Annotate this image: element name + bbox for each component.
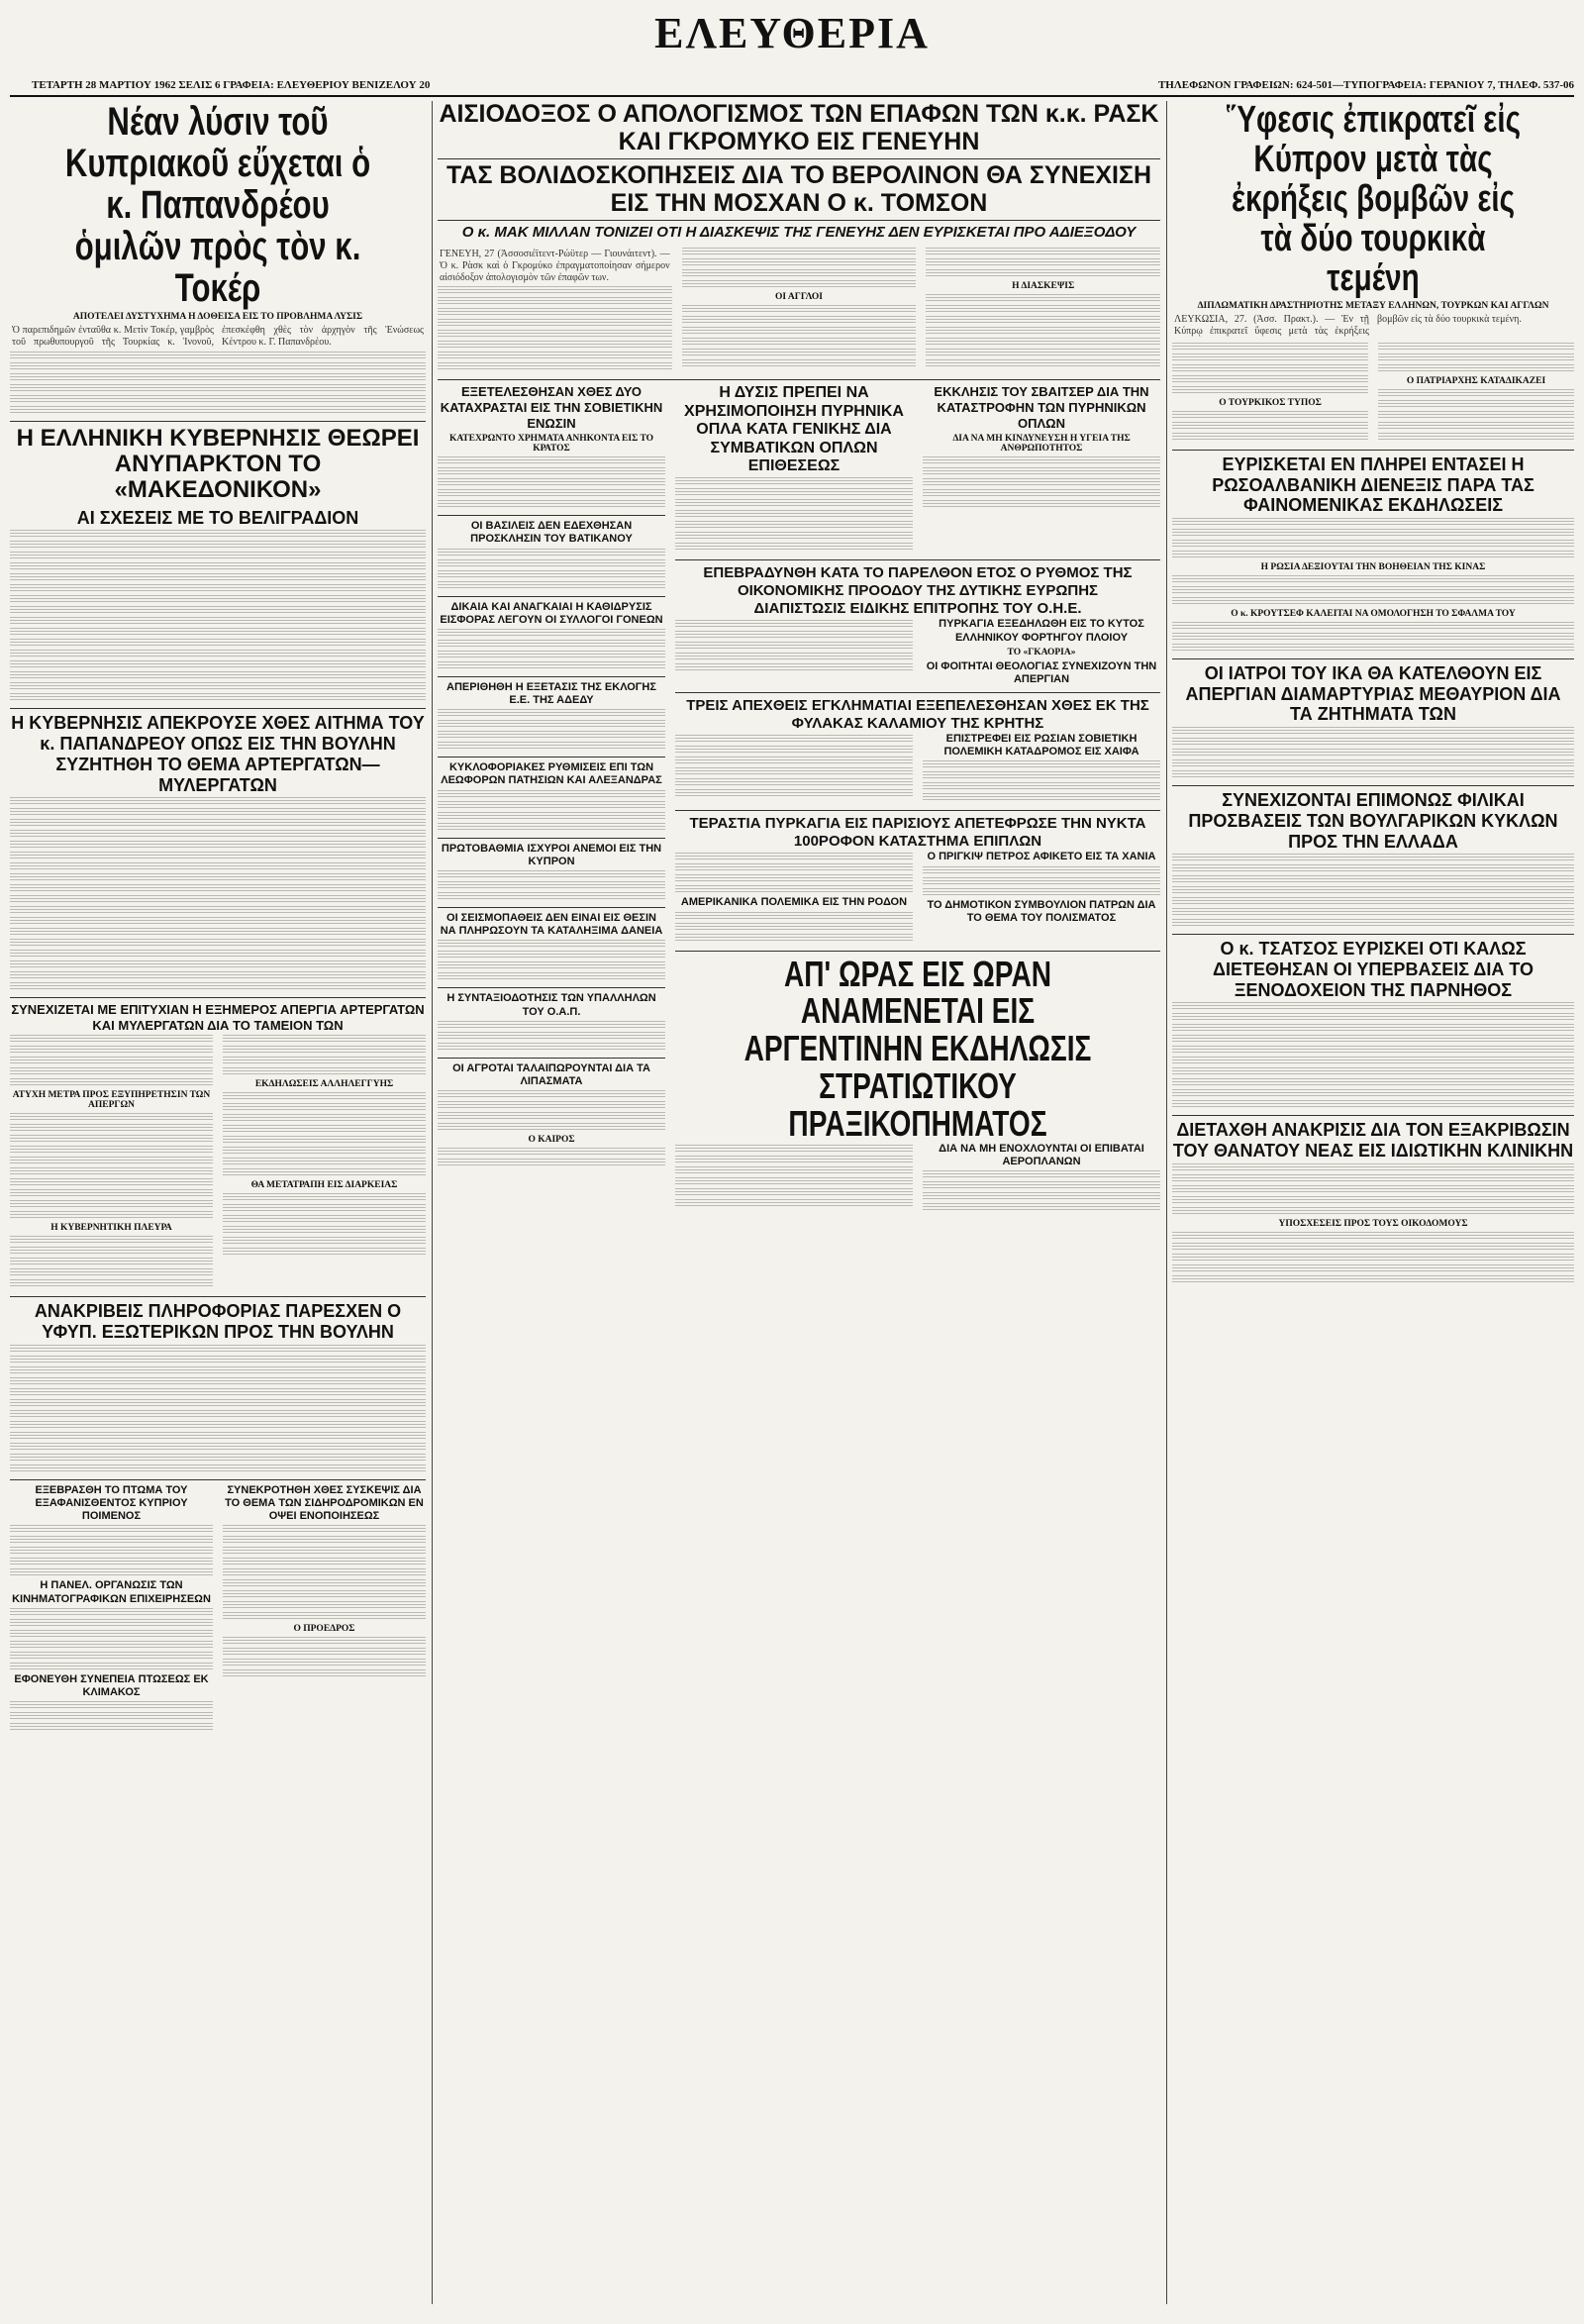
headline-parents: ΔΙΚΑΙΑ ΚΑΙ ΑΝΑΓΚΑΙΑΙ Η ΚΑΘΙΔΡΥΣΙΣ ΕΙΣΦΟΡΑΣ ΛΕΓΟΥΝ ΟΙ ΣΥΛΛΟΓΟΙ ΓΟΝΕΩΝ — [440, 600, 663, 626]
headline-bulgarian: ΣΥΝΕΧΙΖΟΝΤΑΙ ΕΠΙΜΟΝΩΣ ΦΙΛΙΚΑΙ ΠΡΟΣΒΑΣΕΙΣ ΤΩΝ ΒΟΥΛΓΑΡΙΚΩΝ ΚΥΚΛΩΝ ΠΡΟΣ ΤΗΝ ΕΛΛΑΔΑ — [1188, 790, 1558, 852]
text-filler — [1172, 518, 1574, 559]
headline-pension: Η ΣΥΝΤΑΞΙΟΔΟΤΗΣΙΣ ΤΩΝ ΥΠΑΛΛΗΛΩΝ ΤΟΥ Ο.Α.Π. — [446, 992, 656, 1018]
text-filler — [926, 248, 1160, 278]
headline-foreign-deputy: ΑΝΑΚΡΙΒΕΙΣ ΠΛΗΡΟΦΟΡΙΑΣ ΠΑΡΕΣΧΕΝ Ο ΥΦΥΠ. ΕΞΩΤΕΡΙΚΩΝ ΠΡΟΣ ΤΗΝ ΒΟΥΛΗΝ — [34, 1301, 402, 1343]
subhead: ΑΤΥΧΗ ΜΕΤΡΑ ΠΡΟΣ ΕΞΥΠΗΡΕΤΗΣΙΝ ΤΩΝ ΑΠΕΡΓΩΝ — [12, 1090, 211, 1111]
banner-headline-berlin: ΤΑΣ ΒΟΛΙΔΟΣΚΟΠΗΣΕΙΣ ΔΙΑ ΤΟ ΒΕΡΟΛΙΝΟΝ ΘΑ ΣΥΝΕΧΙΣΗ ΕΙΣ ΤΗΝ ΜΟΣΧΑΝ Ο κ. ΤΟΜΣΟΝ — [438, 162, 1160, 221]
headline-cinema: Η ΠΑΝΕΛ. ΟΡΓΑΝΩΣΙΣ ΤΩΝ ΚΙΝΗΜΑΤΟΓΡΑΦΙΚΩΝ ΕΠΙΧΕΙΡΗΣΕΩΝ — [12, 1579, 211, 1605]
subhead-weather: Ο ΚΑΙΡΟΣ — [528, 1135, 575, 1146]
subhead: Η ΡΩΣΙΑ ΔΕΞΙΟΥΤΑΙ ΤΗΝ ΒΟΗΘΕΙΑΝ ΤΗΣ ΚΙΝΑΣ — [1260, 562, 1486, 573]
text-filler — [1172, 1163, 1574, 1216]
lead-subheadline: ΔΙΠΛΩΜΑΤΙΚΗ ΔΡΑΣΤΗΡΙΟΤΗΣ ΜΕΤΑΞΥ ΕΛΛΗΝΩΝ, ΤΟΥΡΚΩΝ ΚΑΙ ΑΓΓΛΩΝ — [1197, 301, 1549, 312]
subhead-conference: Η ΔΙΑΣΚΕΨΙΣ — [1012, 281, 1075, 291]
subhead: ΕΚΔΗΛΩΣΕΙΣ ΑΛΛΗΛΕΓΓΥΗΣ — [254, 1079, 394, 1090]
headline-traffic: ΚΥΚΛΟΦΟΡΙΑΚΕΣ ΡΥΘΜΙΣΕΙΣ ΕΠΙ ΤΩΝ ΛΕΩΦΟΡΩΝ ΠΑΤΗΣΙΩΝ ΚΑΙ ΑΛΕΞΑΝΔΡΑΣ — [441, 761, 662, 787]
text-filler — [223, 1193, 426, 1257]
text-filler — [10, 530, 426, 702]
banner-headline-rusk-gromyko: ΑΙΣΙΟΔΟΞΟΣ Ο ΑΠΟΛΟΓΙΣΜΟΣ ΤΩΝ ΕΠΑΦΩΝ ΤΩΝ κ.κ. ΡΑΣΚ ΚΑΙ ΓΚΡΟΜΥΚΟ ΕΙΣ ΓΕΝΕΥΗΝ — [438, 101, 1160, 159]
text-filler — [923, 456, 1160, 509]
text-filler — [10, 1035, 213, 1087]
text-filler — [675, 912, 913, 943]
subhead: ΔΙΑ ΝΑ ΜΗ ΚΙΝΔΥΝΕΥΣΗ Η ΥΓΕΙΑ ΤΗΣ ΑΝΘΡΩΠΟΤΗΤΟΣ — [952, 434, 1131, 455]
headline-earthquake: ΟΙ ΣΕΙΣΜΟΠΑΘΕΙΣ ΔΕΝ ΕΙΝΑΙ ΕΙΣ ΘΕΣΙΝ ΝΑ ΠΛΗΡΩΣΟΥΝ ΤΑ ΚΑΤΑΛΗΞΙΜΑ ΔΑΝΕΙΑ — [440, 912, 663, 938]
column-divider — [1166, 101, 1167, 2304]
subhead: ΘΑ ΜΕΤΑΤΡΑΠΗ ΕΙΣ ΔΙΑΡΚΕΙΑΣ — [250, 1180, 398, 1191]
subhead: Ο ΠΑΤΡΙΑΡΧΗΣ ΚΑΤΑΔΙΚΑΖΕΙ — [1406, 376, 1546, 387]
column-divider — [432, 101, 433, 2304]
headline-farmers: ΟΙ ΑΓΡΟΤΑΙ ΤΑΛΑΙΠΩΡΟΥΝΤΑΙ ΔΙΑ ΤΑ ΛΙΠΑΣΜΑΤΑ — [452, 1061, 650, 1087]
headline-paris-fire: ΤΕΡΑΣΤΙΑ ΠΥΡΚΑΓΙΑ ΕΙΣ ΠΑΡΙΣΙΟΥΣ ΑΠΕΤΕΦΡΩΣΕ ΤΗΝ ΝΥΚΤΑ 100ΡΟΦΟΝ ΚΑΤΑΣΤΗΜΑ ΕΠΙΠΛΩΝ — [689, 815, 1146, 851]
masthead-rule — [10, 95, 1574, 97]
lead-headline-cyprus-calm: Ὕφεσις ἐπικρατεῖ εἰς Κύπρον μετὰ τὰς ἐκρήξεις βομβῶν εἰς τὰ δύο τουρκικὰ τεμένη — [1225, 101, 1522, 299]
text-filler — [1172, 411, 1368, 442]
newspaper-title: ΕΛΕΥΘΕΡΙΑ — [654, 9, 930, 57]
text-filler — [10, 1236, 213, 1288]
text-filler — [10, 352, 426, 415]
text-filler — [1378, 389, 1574, 442]
subhead: ΚΑΤΕΧΡΩΝΤΟ ΧΡΗΜΑΤΑ ΑΝΗΚΟΝΤΑ ΕΙΣ ΤΟ ΚΡΑΤΟΣ — [448, 434, 654, 455]
headline-nuclear-weapons: Η ΔΥΣΙΣ ΠΡΕΠΕΙ ΝΑ ΧΡΗΣΙΜΟΠΟΙΗΣΗ ΠΥΡΗΝΙΚΑ ΟΠΛΑ ΚΑΤΑ ΓΕΝΙΚΗΣ ΔΙΑ ΣΥΜΒΑΤΙΚΩΝ ΟΠΛΩΝ ΕΠΙΘΕΣΕΩΣ — [684, 384, 904, 474]
text-filler — [438, 1090, 665, 1132]
text-filler — [1172, 854, 1574, 928]
headline-economic-progress: ΕΠΕΒΡΑΔΥΝΘΗ ΚΑΤΑ ΤΟ ΠΑΡΕΛΘΟΝ ΕΤΟΣ Ο ΡΥΘΜΟΣ ΤΗΣ ΟΙΚΟΝΟΜΙΚΗΣ ΠΡΟΟΔΟΥ ΤΗΣ ΔΥΤΙΚΗΣ ΕΥΡΩΠΗΣ — [703, 564, 1133, 600]
subhead: Ο κ. ΚΡΟΥΤΣΕΦ ΚΑΛΕΙΤΑΙ ΝΑ ΟΜΟΛΟΓΗΣΗ ΤΟ ΣΦΑΛΜΑ ΤΟΥ — [1231, 609, 1516, 620]
text-filler — [223, 1525, 426, 1621]
subhead: ΥΠΟΣΧΕΣΕΙΣ ΠΡΟΣ ΤΟΥΣ ΟΙΚΟΔΟΜΟΥΣ — [1278, 1218, 1468, 1229]
headline-argentina-coup: ΑΠ' ΩΡΑΣ ΕΙΣ ΩΡΑΝ ΑΝΑΜΕΝΕΤΑΙ ΕΙΣ ΑΡΓΕΝΤΙΝΗΝ ΕΚΔΗΛΩΣΙΣ ΣΤΡΑΤΙΩΤΙΚΟΥ ΠΡΑΞΙΚΟΠΗΜΑΤΟΣ — [743, 953, 1092, 1144]
text-filler — [923, 760, 1160, 802]
masthead — [10, 10, 1574, 99]
subhead: Ο ΠΡΟΕΔΡΟΣ — [293, 1624, 355, 1635]
text-filler — [10, 1608, 213, 1671]
headline-cypriot-shepherd: ΕΞΕΒΡΑΣΘΗ ΤΟ ΠΤΩΜΑ ΤΟΥ ΕΞΑΦΑΝΙΣΘΕΝΤΟΣ ΚΥΠΡΙΟΥ ΠΟΙΜΕΝΟΣ — [35, 1483, 188, 1523]
text-filler — [438, 1148, 665, 1167]
text-filler — [1172, 343, 1368, 395]
subheadline-un: ΔΙΑΠΙΣΤΩΣΙΣ ΕΙΔΙΚΗΣ ΕΠΙΤΡΟΠΗΣ ΤΟΥ Ο.Η.Ε. — [753, 600, 1082, 618]
text-filler — [923, 866, 1160, 897]
headline-fall: ΕΦΟΝΕΥΘΗ ΣΥΝΕΠΕΙΑ ΠΤΩΣΕΩΣ ΕΚ ΚΛΙΜΑΚΟΣ — [14, 1672, 209, 1698]
text-filler — [223, 1092, 426, 1177]
subheadline-belgrade: ΑΙ ΣΧΕΣΕΙΣ ΜΕ ΤΟ ΒΕΛΙΓΡΑΔΙΟΝ — [76, 507, 359, 528]
text-filler — [682, 248, 917, 289]
text-filler — [1378, 343, 1574, 373]
headline-bakers-strike: ΣΥΝΕΧΙΖΕΤΑΙ ΜΕ ΕΠΙΤΥΧΙΑΝ Η ΕΞΗΜΕΡΟΣ ΑΠΕΡΓΙΑ ΑΡΤΕΡΓΑΤΩΝ ΚΑΙ ΜΥΛΕΡΓΑΤΩΝ ΔΙΑ ΤΟ ΤΑΜΕΙΟΝ ΤΩΝ — [11, 1002, 425, 1033]
text-filler — [10, 1345, 426, 1473]
subhead: ΤΟ «ΓΚΑΟΡΙΑ» — [1007, 647, 1076, 657]
article-text: ΓΕΝΕΥΗ, 27 (Ἀσσοσιέϊτεντ-Ρώϋτερ — Γιουνάιτεντ). — Ὁ κ. Ρὰσκ καὶ ὁ Γκρομύκο ἐπραγματοποίησαν σήμερον αἰσιόδοξον ἀπολογισμὸν τῶν ἐπαφῶν των. — [440, 249, 670, 283]
newspaper-page — [10, 10, 1574, 2304]
headline-papandreou-request: Η ΚΥΒΕΡΝΗΣΙΣ ΑΠΕΚΡΟΥΣΕ ΧΘΕΣ ΑΙΤΗΜΑ ΤΟΥ κ. ΠΑΠΑΝΔΡΕΟΥ ΟΠΩΣ ΕΙΣ ΤΗΝ ΒΟΥΛΗΝ ΣΥΖΗΤΗΘΗ ΤΟ ΘΕΜΑ ΑΡΤΕΡΓΑΤΩΝ—ΜΥΛΕΡΓΑΤΩΝ — [11, 713, 425, 795]
headline-soviet-embezzlers: ΕΞΕΤΕΛΕΣΘΗΣΑΝ ΧΘΕΣ ΔΥΟ ΚΑΤΑΧΡΑΣΤΑΙ ΕΙΣ ΤΗΝ ΣΟΒΙΕΤΙΚΗΝ ΕΝΩΣΙΝ — [440, 384, 663, 431]
text-filler — [10, 1113, 213, 1220]
article-text: Ὁ παρεπιδημῶν ἐνταῦθα κ. Μετὶν Τοκέρ, γαμβρὸς τοῦ πρωθυπουργοῦ τῆς Τουρκίας κ. Ἰνονοῦ, ἐπεσκέφθη χθὲς τὸν ἀρχηγὸν τῆς Ἑνώσεως Κέντρου κ. Γ. Παπανδρέου. — [12, 325, 424, 348]
text-filler — [10, 1701, 213, 1732]
text-filler — [675, 733, 913, 804]
subhead: Η ΚΥΒΕΡΝΗΤΙΚΗ ΠΛΕΥΡΑ — [50, 1223, 172, 1234]
text-filler — [438, 940, 665, 981]
masthead-contact-line: ΤΗΛΕΦΩΝΟΝ ΓΡΑΦΕΙΩΝ: 624-501—ΤΥΠΟΓΡΑΦΕΙΑ: ΓΕΡΑΝΙΟΥ 7, ΤΗΛΕΦ. 537-06 — [1157, 79, 1574, 91]
headline-theology-strike: ΟΙ ΦΟΙΤΗΤΑΙ ΘΕΟΛΟΓΙΑΣ ΣΥΝΕΧΙΖΟΥΝ ΤΗΝ ΑΠΕΡΓΙΑΝ — [926, 659, 1157, 685]
text-filler — [1172, 622, 1574, 653]
text-filler — [438, 1021, 665, 1052]
macmillan-subheadline: Ο κ. ΜΑΚ ΜΙΛΛΑΝ ΤΟΝΙΖΕΙ ΟΤΙ Η ΔΙΑΣΚΕΨΙΣ ΤΗΣ ΓΕΝΕΥΗΣ ΔΕΝ ΕΥΡΙΣΚΕΤΑΙ ΠΡΟ ΑΔΙΕΞΟΔΟΥ — [461, 224, 1137, 241]
headline-prince-peter: Ο ΠΡΙΓΚΙΨ ΠΕΤΡΟΣ ΑΦΙΚΕΤΟ ΕΙΣ ΤΑ ΧΑΝΙΑ — [927, 851, 1156, 863]
text-filler — [223, 1035, 426, 1076]
left-column — [10, 101, 426, 2304]
headline-ika-doctors: ΟΙ ΙΑΤΡΟΙ ΤΟΥ ΙΚΑ ΘΑ ΚΑΤΕΛΘΟΥΝ ΕΙΣ ΑΠΕΡΓΙΑΝ ΔΙΑΜΑΡΤΥΡΙΑΣ ΜΕΘΑΥΡΙΟΝ ΔΙΑ ΤΑ ΖΗΤΗΜΑΤΑ ΤΩΝ — [1185, 663, 1561, 725]
text-filler — [675, 618, 913, 686]
text-filler — [438, 870, 665, 901]
text-filler — [438, 790, 665, 832]
text-filler — [10, 1525, 213, 1577]
headline-winds-cyprus: ΠΡΩΤΟΒΑΘΜΙΑ ΙΣΧΥΡΟΙ ΑΝΕΜΟΙ ΕΙΣ ΤΗΝ ΚΥΠΡΟΝ — [441, 842, 662, 867]
headline-ship-fire: ΠΥΡΚΑΓΙΑ ΕΞΕΔΗΛΩΘΗ ΕΙΣ ΤΟ ΚΥΤΟΣ ΕΛΛΗΝΙΚΟΥ ΦΟΡΤΗΓΟΥ ΠΛΟΙΟΥ — [939, 618, 1144, 644]
text-filler — [10, 797, 426, 991]
subhead-english: ΟΙ ΑΓΓΛΟΙ — [775, 292, 823, 302]
text-filler — [926, 294, 1160, 368]
headline-tsatsos-parnitha: Ο κ. ΤΣΑΤΣΟΣ ΕΥΡΙΣΚΕΙ ΟΤΙ ΚΑΛΩΣ ΔΙΕΤΕΘΗΣΑΝ ΟΙ ΥΠΕΡΒΑΣΕΙΣ ΔΙΑ ΤΟ ΞΕΝΟΔΟΧΕΙΟΝ ΤΗΣ ΠΑΡΝΗΘΟΣ — [1213, 939, 1534, 1000]
lead-headline-cyprus: Νέαν λύσιν τοῦ Κυπριακοῦ εὔχεται ὁ κ. Παπανδρέου ὁμιλῶν πρὸς τὸν κ. Τοκέρ — [64, 101, 371, 310]
text-filler — [438, 456, 665, 509]
text-filler — [923, 1170, 1160, 1212]
masthead-date-line: ΤΕΤΑΡΤΗ 28 ΜΑΡΤΙΟΥ 1962 ΣΕΛΙΣ 6 ΓΡΑΦΕΙΑ: ΕΛΕΥΘΕΡΙΟΥ ΒΕΝΙΖΕΛΟΥ 20 — [32, 79, 431, 91]
text-filler — [438, 286, 672, 371]
center-column — [438, 101, 1160, 2304]
headline-rhodes: ΑΜΕΡΙΚΑΝΙΚΑ ΠΟΛΕΜΙΚΑ ΕΙΣ ΤΗΝ ΡΟΔΟΝ — [680, 896, 908, 909]
right-column — [1172, 101, 1574, 2304]
headline-soviet-ship: ΕΠΙΣΤΡΕΦΕΙ ΕΙΣ ΡΩΣΙΑΝ ΣΟΒΙΕΤΙΚΗ ΠΟΛΕΜΙΚΗ ΚΑΤΑΔΡΟΜΟΣ ΕΙΣ ΧΑΙΦΑ — [943, 733, 1139, 758]
text-filler — [675, 477, 913, 552]
text-filler — [675, 853, 913, 894]
headline-clinic-inquiry: ΔΙΕΤΑΧΘΗ ΑΝΑΚΡΙΣΙΣ ΔΙΑ ΤΟΝ ΕΞΑΚΡΙΒΩΣΙΝ ΤΟΥ ΘΑΝΑΤΟΥ ΝΕΑΣ ΕΙΣ ΙΔΙΩΤΙΚΗΝ ΚΛΙΝΙΚΗΝ — [1172, 1120, 1574, 1161]
headline-patras: ΤΟ ΔΗΜΟΤΙΚΟΝ ΣΥΜΒΟΥΛΙΟΝ ΠΑΤΡΩΝ ΔΙΑ ΤΟ ΘΕΜΑ ΤΟΥ ΠΟΛΙΣΜΑΤΟΣ — [927, 898, 1156, 924]
text-filler — [1172, 1232, 1574, 1284]
text-filler — [675, 1143, 913, 1214]
headline-railways: ΣΥΝΕΚΡΟΤΗΘΗ ΧΘΕΣ ΣΥΣΚΕΨΙΣ ΔΙΑ ΤΟ ΘΕΜΑ ΤΩΝ ΣΙΔΗΡΟΔΡΟΜΙΚΩΝ ΕΝ ΟΨΕΙ ΕΝΟΠΟΙΗΣΕΩΣ — [225, 1483, 424, 1523]
headline-macedonian: Η ΕΛΛΗΝΙΚΗ ΚΥΒΕΡΝΗΣΙΣ ΘΕΩΡΕΙ ΑΝΥΠΑΡΚΤΟΝ ΤΟ «ΜΑΚΕΔΟΝΙΚΟΝ» — [16, 424, 420, 504]
headline-russia-albania: ΕΥΡΙΣΚΕΤΑΙ ΕΝ ΠΛΗΡΕΙ ΕΝΤΑΣΕΙ Η ΡΩΣΟΑΛΒΑΝΙΚΗ ΔΙΕΝΕΞΙΣ ΠΑΡΑ ΤΑΣ ΦΑΙΝΟΜΕΝΙΚΑΣ ΕΚΔΗΛΩΣΕΙΣ — [1212, 455, 1534, 516]
text-filler — [438, 549, 665, 590]
headline-vatican: ΟΙ ΒΑΣΙΛΕΙΣ ΔΕΝ ΕΔΕΧΘΗΣΑΝ ΠΡΟΣΚΛΗΣΙΝ ΤΟΥ ΒΑΤΙΚΑΝΟΥ — [470, 520, 633, 546]
lead-subheadline: ΑΠΟΤΕΛΕΙ ΔΥΣΤΥΧΗΜΑ Η ΔΟΘΕΙΣΑ ΕΙΣ ΤΟ ΠΡΟΒΛΗΜΑ ΛΥΣΙΣ — [72, 312, 363, 322]
headline-schweitzer: ΕΚΚΛΗΣΙΣ ΤΟΥ ΣΒΑΙΤΣΕΡ ΔΙΑ ΤΗΝ ΚΑΤΑΣΤΡΟΦΗΝ ΤΩΝ ΠΥΡΗΝΙΚΩΝ ΟΠΛΩΝ — [934, 384, 1149, 431]
headline-adedy: ΑΠΕΡΙΘΗΘΗ Η ΕΞΕΤΑΣΙΣ ΤΗΣ ΕΚΛΟΓΗΣ Ε.Ε. ΤΗΣ ΑΔΕΔΥ — [446, 680, 656, 707]
text-filler — [1172, 575, 1574, 606]
text-filler — [682, 305, 917, 368]
subhead: Ο ΤΟΥΡΚΙΚΟΣ ΤΥΠΟΣ — [1219, 398, 1322, 409]
text-filler — [438, 709, 665, 751]
article-text: ΛΕΥΚΩΣΙΑ, 27. (Ἀσσ. Πρακτ.). — Ἐν τῇ Κύπρῳ ἐπικρατεῖ ὕφεσις μετὰ τὰς ἐκρήξεις βομβῶν εἰς τὰ δύο τουρκικὰ τεμένη. — [1174, 314, 1522, 338]
text-filler — [438, 629, 665, 670]
headline-crete-escape: ΤΡΕΙΣ ΑΠΕΧΘΕΙΣ ΕΓΚΛΗΜΑΤΙΑΙ ΕΞΕΠΕΛΕΣΘΗΣΑΝ ΧΘΕΣ ΕΚ ΤΗΣ ΦΥΛΑΚΑΣ ΚΑΛΑΜΙΟΥ ΤΗΣ ΚΡΗΤΗΣ — [686, 697, 1149, 733]
text-filler — [223, 1637, 426, 1678]
headline-airplane-passengers: ΔΙΑ ΝΑ ΜΗ ΕΝΟΧΛΟΥΝΤΑΙ ΟΙ ΕΠΙΒΑΤΑΙ ΑΕΡΟΠΛΑΝΩΝ — [939, 1142, 1144, 1167]
text-filler — [1172, 1002, 1574, 1109]
text-filler — [1172, 727, 1574, 779]
